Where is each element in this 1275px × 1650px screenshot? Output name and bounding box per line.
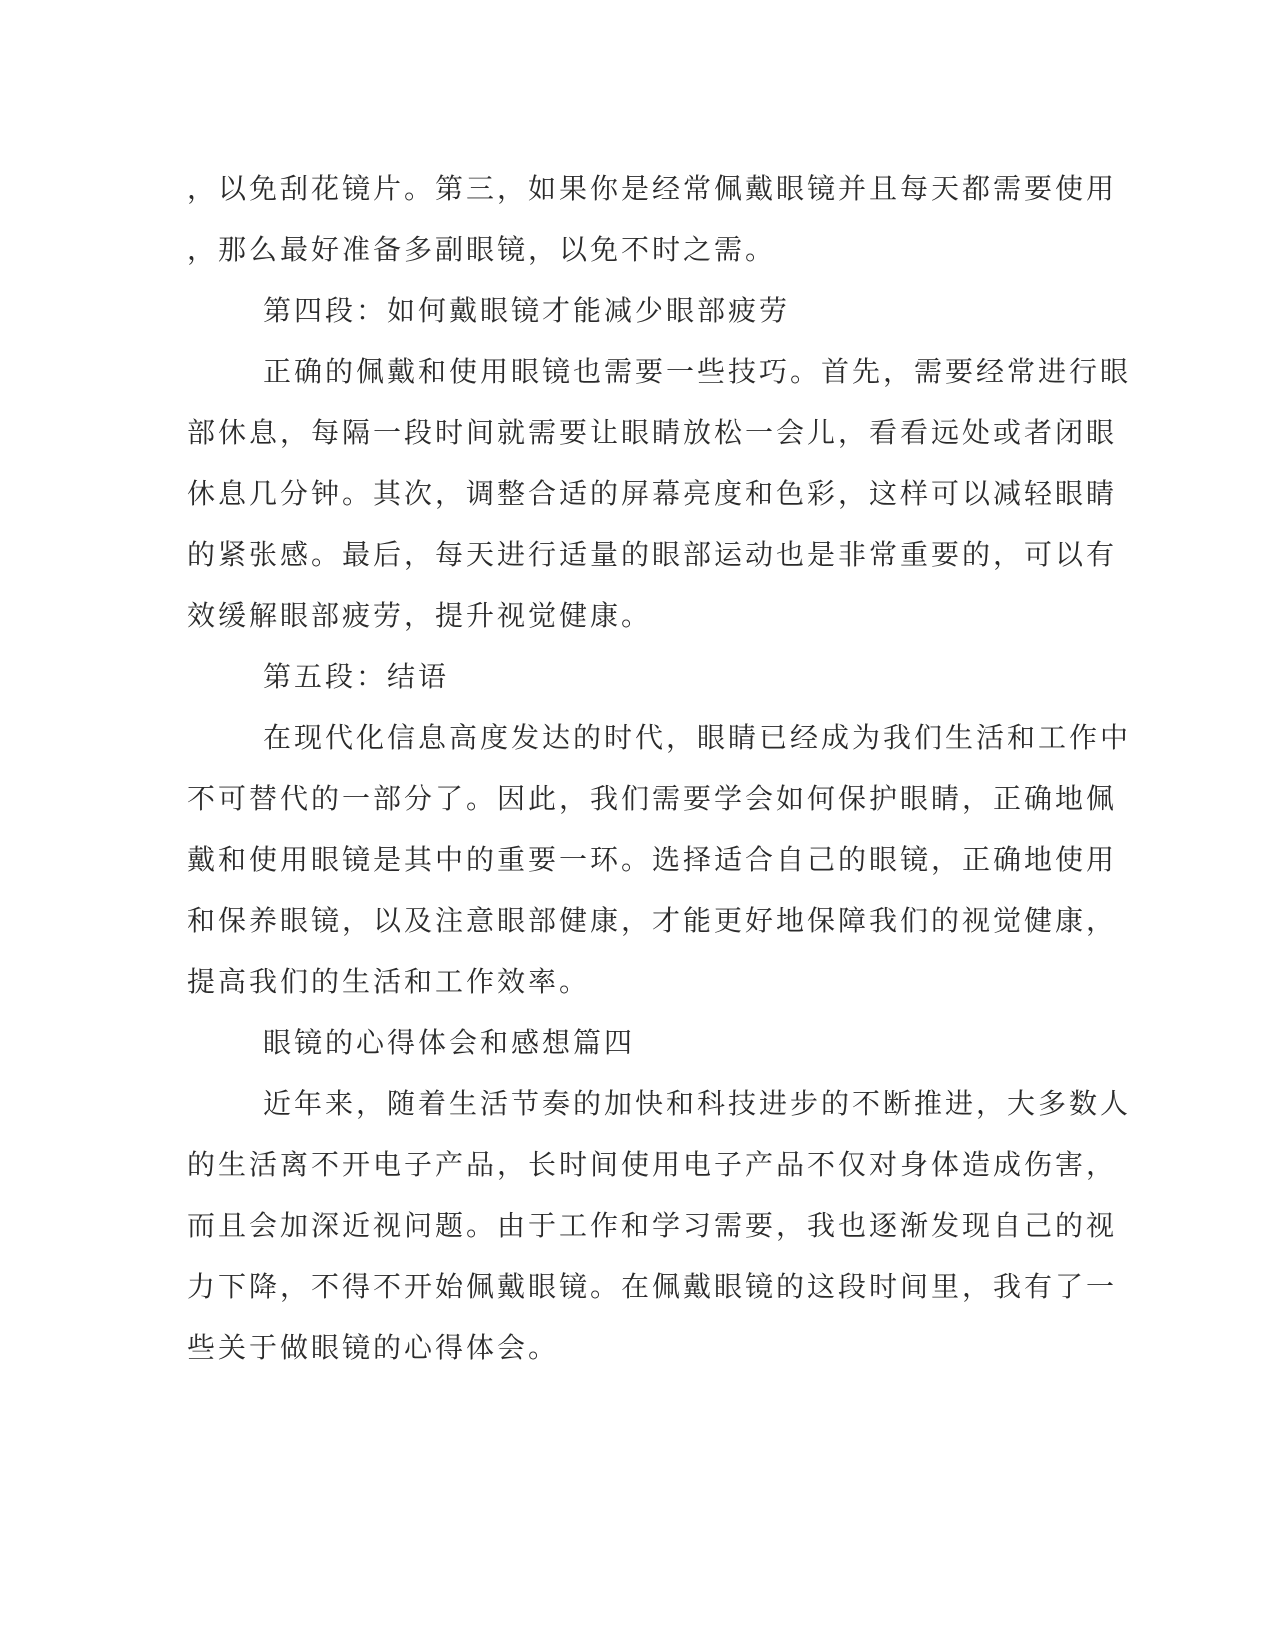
text-line: 的紧张感。最后，每天进行适量的眼部运动也是非常重要的，可以有 (187, 538, 1118, 571)
text-line: 提高我们的生活和工作效率。 (187, 965, 591, 998)
section-heading: 第四段：如何戴眼镜才能减少眼部疲劳 (263, 294, 791, 327)
section-heading: 第五段：结语 (263, 660, 450, 693)
text-line: 的生活离不开电子产品，长时间使用电子产品不仅对身体造成伤害， (187, 1148, 1118, 1181)
paragraph-first-line: 在现代化信息高度发达的时代，眼睛已经成为我们生活和工作中 (263, 721, 1132, 754)
text-line: ，那么最好准备多副眼镜，以免不时之需。 (187, 233, 777, 266)
text-line: 不可替代的一部分了。因此，我们需要学会如何保护眼睛，正确地佩 (187, 782, 1118, 815)
document-body (187, 158, 1132, 1378)
text-line: 部休息，每隔一段时间就需要让眼睛放松一会儿，看看远处或者闭眼 (187, 416, 1118, 449)
text-line: 而且会加深近视问题。由于工作和学习需要，我也逐渐发现自己的视 (187, 1209, 1118, 1242)
text-line: 和保养眼镜，以及注意眼部健康，才能更好地保障我们的视觉健康， (187, 904, 1118, 937)
paragraph-first-line: 正确的佩戴和使用眼镜也需要一些技巧。首先，需要经常进行眼 (263, 355, 1132, 388)
text-line: ，以免刮花镜片。第三，如果你是经常佩戴眼镜并且每天都需要使用 (187, 172, 1118, 205)
article-title: 眼镜的心得体会和感想篇四 (263, 1026, 636, 1059)
text-line: 力下降，不得不开始佩戴眼镜。在佩戴眼镜的这段时间里，我有了一 (187, 1270, 1118, 1303)
text-line: 戴和使用眼镜是其中的重要一环。选择适合自己的眼镜，正确地使用 (187, 843, 1118, 876)
text-line: 休息几分钟。其次，调整合适的屏幕亮度和色彩，这样可以减轻眼睛 (187, 477, 1118, 510)
text-line: 效缓解眼部疲劳，提升视觉健康。 (187, 599, 653, 632)
text-line: 些关于做眼镜的心得体会。 (187, 1331, 560, 1364)
paragraph-first-line: 近年来，随着生活节奏的加快和科技进步的不断推进，大多数人 (263, 1087, 1132, 1120)
